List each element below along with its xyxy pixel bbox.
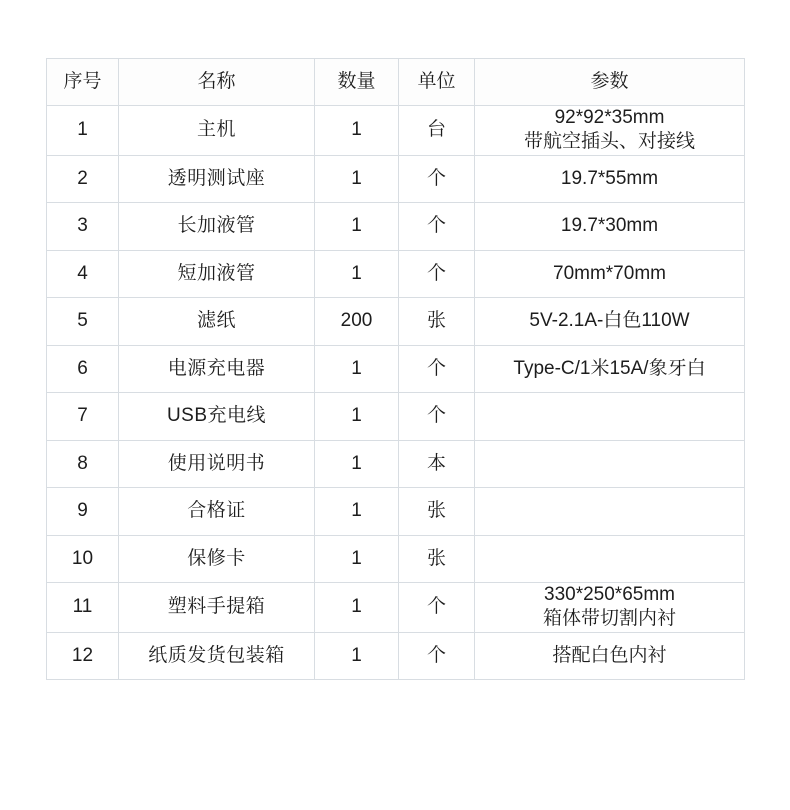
cell-parameter-line: 330*250*65mm [544,584,675,606]
cell-quantity: 1 [315,440,399,488]
table-row [47,440,745,488]
table-row [47,632,745,680]
cell-index: 2 [47,155,119,203]
cell-index: 3 [47,203,119,251]
table-body [47,106,745,680]
cell-parameter [475,583,745,633]
cell-index: 12 [47,632,119,680]
cell-parameter-line: 搭配白色内衬 [552,644,667,666]
cell-unit: 张 [399,298,475,346]
cell-name: 滤纸 [119,298,315,346]
cell-parameter-line: Type-C/1米15A/象牙白 [513,357,706,379]
cell-parameter-line: 箱体带切割内衬 [542,608,676,630]
cell-name: 主机 [119,106,315,156]
cell-unit: 个 [399,345,475,393]
cell-quantity: 1 [315,393,399,441]
table-header-row [47,59,745,106]
cell-parameter [475,632,745,680]
cell-unit: 本 [399,440,475,488]
cell-quantity: 1 [315,203,399,251]
cell-quantity: 200 [315,298,399,346]
cell-unit: 个 [399,250,475,298]
cell-index: 10 [47,535,119,583]
cell-parameter [475,155,745,203]
cell-parameter-line: 带航空插头、对接线 [523,131,695,153]
cell-index: 11 [47,583,119,633]
cell-parameter [475,535,745,583]
cell-unit: 个 [399,203,475,251]
column-header-unit: 单位 [399,59,475,106]
cell-index: 7 [47,393,119,441]
column-header-index: 序号 [47,59,119,106]
cell-quantity: 1 [315,106,399,156]
cell-index: 9 [47,488,119,536]
table-row [47,250,745,298]
cell-name: 电源充电器 [119,345,315,393]
cell-index: 1 [47,106,119,156]
cell-name: 保修卡 [119,535,315,583]
table-row [47,535,745,583]
column-header-quantity: 数量 [315,59,399,106]
cell-parameter [475,440,745,488]
table-row [47,298,745,346]
cell-parameter [475,203,745,251]
cell-quantity: 1 [315,250,399,298]
cell-unit: 张 [399,535,475,583]
cell-name: 透明测试座 [119,155,315,203]
cell-parameter [475,298,745,346]
cell-name: 纸质发货包装箱 [119,632,315,680]
cell-parameter-line: 19.7*30mm [560,215,659,237]
cell-unit: 张 [399,488,475,536]
cell-quantity: 1 [315,155,399,203]
cell-parameter-line: 70mm*70mm [553,262,666,284]
cell-quantity: 1 [315,488,399,536]
cell-index: 4 [47,250,119,298]
table-row [47,345,745,393]
cell-index: 8 [47,440,119,488]
cell-unit: 台 [399,106,475,156]
column-header-parameter: 参数 [475,59,745,106]
cell-parameter [475,488,745,536]
cell-name: 使用说明书 [119,440,315,488]
cell-unit: 个 [399,393,475,441]
cell-quantity: 1 [315,583,399,633]
cell-unit: 个 [399,632,475,680]
cell-parameter [475,106,745,156]
table-row [47,583,745,633]
cell-index: 6 [47,345,119,393]
cell-parameter-line: 19.7*55mm [560,167,659,189]
table-row [47,155,745,203]
cell-parameter-line: 92*92*35mm [554,107,665,128]
cell-name: USB充电线 [119,393,315,441]
cell-index: 5 [47,298,119,346]
cell-parameter [475,250,745,298]
cell-name: 长加液管 [119,203,315,251]
cell-quantity: 1 [315,535,399,583]
cell-name: 合格证 [119,488,315,536]
cell-parameter [475,393,745,441]
cell-quantity: 1 [315,632,399,680]
cell-name: 短加液管 [119,250,315,298]
table-row [47,203,745,251]
column-header-name: 名称 [119,59,315,106]
table-row [47,393,745,441]
table-row [47,488,745,536]
cell-parameter-line: 5V-2.1A-白色110W [529,310,690,332]
cell-unit: 个 [399,155,475,203]
cell-parameter [475,345,745,393]
cell-unit: 个 [399,583,475,633]
cell-name: 塑料手提箱 [119,583,315,633]
parts-list-table-container [46,58,744,680]
table-header [47,59,745,106]
table-row [47,106,745,156]
cell-quantity: 1 [315,345,399,393]
parts-list-table [46,58,745,680]
